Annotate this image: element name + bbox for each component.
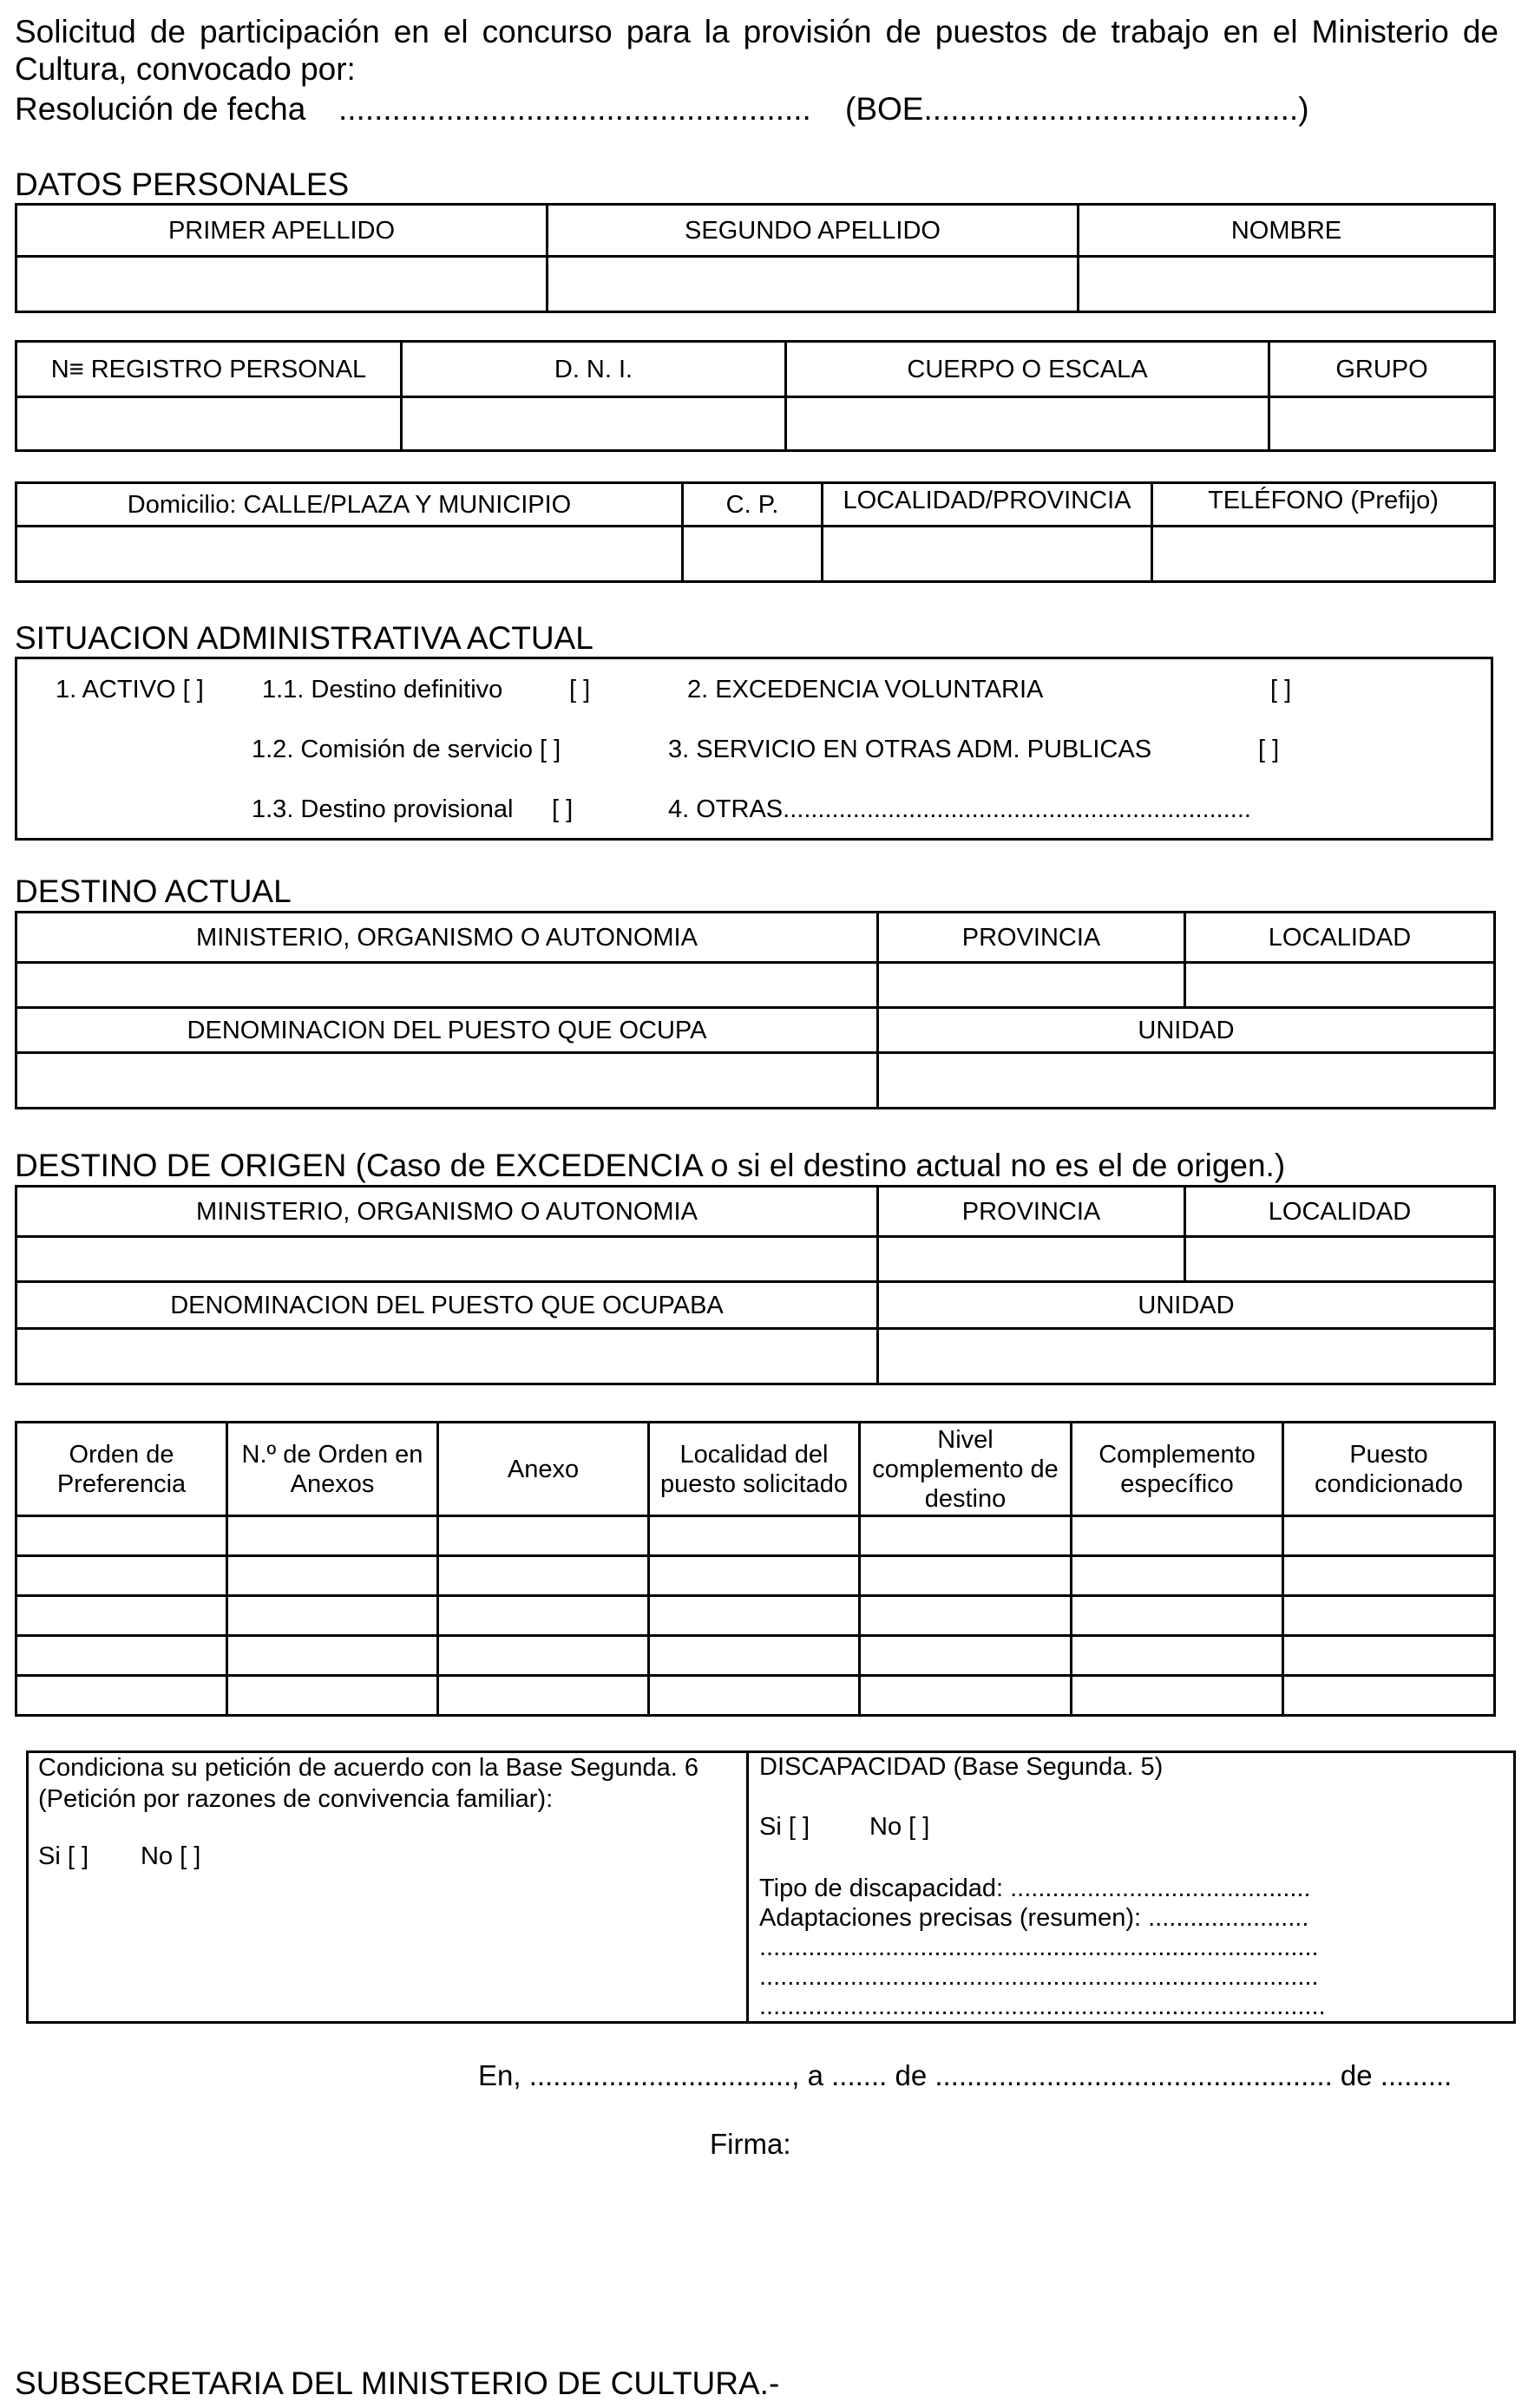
denominacion-puesto-origen-field[interactable] <box>16 1329 878 1384</box>
nombre-field[interactable] <box>1079 257 1495 312</box>
otras-field[interactable]: 4. OTRAS................................................................... <box>668 795 1251 823</box>
destino-provisional-checkbox[interactable]: [ ] <box>552 795 574 823</box>
unidad-origen-field[interactable] <box>878 1329 1495 1384</box>
header-primer-apellido: PRIMER APELLIDO <box>16 205 548 257</box>
header-provincia-origen: PROVINCIA <box>878 1187 1185 1237</box>
segundo-apellido-field[interactable] <box>548 257 1079 312</box>
domicilio-field[interactable] <box>16 527 683 582</box>
destino-definitivo-label: 1.1. Destino definitivo <box>262 676 503 703</box>
header-ministerio-origen: MINISTERIO, ORGANISMO O AUTONOMIA <box>16 1187 878 1237</box>
tipo-discapacidad-field[interactable]: Tipo de discapacidad: ........................................... <box>759 1875 1311 1902</box>
header-telefono: TELÉFONO (Prefijo) <box>1152 483 1495 527</box>
datos-personales-table-2 <box>15 340 1496 452</box>
preferencia-cell[interactable] <box>1072 1636 1283 1676</box>
lugar-fecha-field[interactable]: En, ................................., a ....... de .................................................. de ......... <box>478 2059 1453 2091</box>
localidad-field[interactable] <box>1185 963 1495 1008</box>
header-nombre: NOMBRE <box>1079 205 1495 257</box>
header-denominacion-puesto-origen: DENOMINACION DEL PUESTO QUE OCUPABA <box>16 1282 878 1329</box>
boe-field[interactable]: (BOE..........................................) <box>845 91 1309 127</box>
preferencia-cell[interactable] <box>438 1596 649 1636</box>
preferencia-cell[interactable] <box>16 1676 227 1716</box>
destino-definitivo-checkbox[interactable]: [ ] <box>569 676 591 703</box>
header-numero-orden-anexos: N.º de Orden en Anexos <box>227 1423 438 1516</box>
preferencia-cell[interactable] <box>649 1556 860 1596</box>
preferencia-cell[interactable] <box>1283 1516 1495 1556</box>
form-title-line1: Solicitud de participación en el concurso para la provisión de puestos de trabajo en el Ministerio de <box>15 14 1498 49</box>
provincia-field[interactable] <box>878 963 1185 1008</box>
section-title-destino-origen: DESTINO DE ORIGEN (Caso de EXCEDENCIA o si el destino actual no es el de origen.) <box>15 1148 1286 1183</box>
denominacion-puesto-field[interactable] <box>16 1053 878 1109</box>
resolucion-date-field[interactable]: ..................................................... <box>338 91 811 127</box>
adaptaciones-line-1[interactable]: ................................................................................ <box>759 1934 1319 1961</box>
comision-servicio-checkbox[interactable]: 1.2. Comisión de servicio [ ] <box>252 736 561 763</box>
preferencia-cell[interactable] <box>1072 1556 1283 1596</box>
destino-provisional-label: 1.3. Destino provisional <box>252 795 514 823</box>
servicio-otras-label: 3. SERVICIO EN OTRAS ADM. PUBLICAS <box>668 736 1152 763</box>
preferencia-cell[interactable] <box>860 1556 1072 1596</box>
header-anexo: Anexo <box>438 1423 649 1516</box>
discapacidad-no-checkbox[interactable]: No [ ] <box>869 1813 930 1841</box>
preferencia-cell[interactable] <box>860 1596 1072 1636</box>
preferencia-row <box>16 1676 1495 1716</box>
excedencia-label: 2. EXCEDENCIA VOLUNTARIA <box>687 676 1044 703</box>
header-localidad-provincia: LOCALIDAD/PROVINCIA <box>823 483 1152 527</box>
preferencia-cell[interactable] <box>16 1556 227 1596</box>
header-complemento-especifico: Complemento específico <box>1072 1423 1283 1516</box>
cuerpo-escala-field[interactable] <box>786 397 1269 451</box>
preferencia-cell[interactable] <box>227 1676 438 1716</box>
destino-origen-table <box>15 1185 1496 1385</box>
preferencia-cell[interactable] <box>227 1636 438 1676</box>
excedencia-checkbox[interactable]: [ ] <box>1270 676 1292 703</box>
preferencia-cell[interactable] <box>1072 1676 1283 1716</box>
header-denominacion-puesto: DENOMINACION DEL PUESTO QUE OCUPA <box>16 1008 878 1053</box>
preferencia-cell[interactable] <box>649 1676 860 1716</box>
header-orden-preferencia: Orden de Preferencia <box>16 1423 227 1516</box>
activo-checkbox[interactable]: 1. ACTIVO [ ] <box>56 676 204 703</box>
header-unidad: UNIDAD <box>878 1008 1495 1053</box>
header-dni: D. N. I. <box>402 342 786 397</box>
preferencia-cell[interactable] <box>438 1556 649 1596</box>
datos-personales-table-1 <box>15 203 1496 313</box>
destino-actual-table <box>15 911 1496 1109</box>
preferencia-cell[interactable] <box>1283 1596 1495 1636</box>
firma-label: Firma: <box>710 2128 791 2160</box>
condiciona-no-checkbox[interactable]: No [ ] <box>141 1842 201 1870</box>
registro-personal-field[interactable] <box>16 397 402 451</box>
header-ministerio: MINISTERIO, ORGANISMO O AUTONOMIA <box>16 913 878 963</box>
section-title-destino-actual: DESTINO ACTUAL <box>15 874 292 909</box>
cp-field[interactable] <box>683 527 823 582</box>
datos-personales-table-3 <box>15 481 1496 583</box>
adaptaciones-line-3[interactable]: ................................................................................. <box>759 1992 1326 2020</box>
header-grupo: GRUPO <box>1269 342 1495 397</box>
preferencia-cell[interactable] <box>16 1516 227 1556</box>
header-registro-personal: N≡ REGISTRO PERSONAL <box>16 342 402 397</box>
preferencia-cell[interactable] <box>438 1636 649 1676</box>
preferencia-cell[interactable] <box>1283 1636 1495 1676</box>
section-title-datos-personales: DATOS PERSONALES <box>15 167 350 202</box>
header-localidad: LOCALIDAD <box>1185 913 1495 963</box>
preferencia-row <box>16 1596 1495 1636</box>
header-puesto-condicionado: Puesto condicionado <box>1283 1423 1495 1516</box>
servicio-otras-checkbox[interactable]: [ ] <box>1258 736 1280 763</box>
condiciona-peticion-text: Condiciona su petición de acuerdo con la Base Segunda. 6 (Petición por razones de convivencia familiar): <box>38 1754 698 1813</box>
preferencia-cell[interactable] <box>1283 1676 1495 1716</box>
destinatario-footer: SUBSECRETARIA DEL MINISTERIO DE CULTURA.- <box>15 2365 780 2401</box>
preferencia-cell[interactable] <box>227 1556 438 1596</box>
preferencia-cell[interactable] <box>860 1516 1072 1556</box>
header-cuerpo-escala: CUERPO O ESCALA <box>786 342 1269 397</box>
preferencia-cell[interactable] <box>649 1516 860 1556</box>
preferencia-cell[interactable] <box>227 1596 438 1636</box>
preferencia-cell[interactable] <box>1283 1556 1495 1596</box>
discapacidad-title: DISCAPACIDAD (Base Segunda. 5) <box>759 1753 1164 1781</box>
header-cp: C. P. <box>683 483 823 527</box>
form-title-line2: Cultura, convocado por: <box>15 51 356 87</box>
preferencia-cell[interactable] <box>860 1676 1072 1716</box>
preferencia-row <box>16 1636 1495 1676</box>
resolucion-label: Resolución de fecha <box>15 91 306 127</box>
preferencia-cell[interactable] <box>227 1516 438 1556</box>
dni-field[interactable] <box>402 397 786 451</box>
preferencia-cell[interactable] <box>860 1636 1072 1676</box>
adaptaciones-line-2[interactable]: ................................................................................ <box>759 1963 1319 1991</box>
header-localidad-origen: LOCALIDAD <box>1185 1187 1495 1237</box>
ministerio-field[interactable] <box>16 963 878 1008</box>
localidad-origen-field[interactable] <box>1185 1237 1495 1282</box>
telefono-field[interactable] <box>1152 527 1495 582</box>
ministerio-origen-field[interactable] <box>16 1237 878 1282</box>
header-unidad-origen: UNIDAD <box>878 1282 1495 1329</box>
adaptaciones-field[interactable]: Adaptaciones precisas (resumen): ....................... <box>759 1904 1309 1932</box>
preferencia-row <box>16 1556 1495 1596</box>
unidad-field[interactable] <box>878 1053 1495 1109</box>
header-provincia: PROVINCIA <box>878 913 1185 963</box>
preferencia-cell[interactable] <box>438 1676 649 1716</box>
preferencia-cell[interactable] <box>16 1636 227 1676</box>
discapacidad-si-checkbox[interactable]: Si [ ] <box>759 1813 810 1841</box>
provincia-origen-field[interactable] <box>878 1237 1185 1282</box>
preferencia-cell[interactable] <box>1072 1516 1283 1556</box>
preferencia-cell[interactable] <box>1072 1596 1283 1636</box>
preferencia-row <box>16 1516 1495 1556</box>
header-domicilio: Domicilio: CALLE/PLAZA Y MUNICIPIO <box>16 483 683 527</box>
grupo-field[interactable] <box>1269 397 1495 451</box>
section-title-situacion: SITUACION ADMINISTRATIVA ACTUAL <box>15 620 593 656</box>
primer-apellido-field[interactable] <box>16 257 548 312</box>
preferencia-cell[interactable] <box>649 1636 860 1676</box>
condiciones-divider <box>746 1750 749 2024</box>
localidad-provincia-field[interactable] <box>823 527 1152 582</box>
preferencia-cell[interactable] <box>438 1516 649 1556</box>
preferencias-table <box>15 1421 1496 1717</box>
preferencia-cell[interactable] <box>16 1596 227 1636</box>
header-nivel-complemento: Nivel complemento de destino <box>860 1423 1072 1516</box>
preferencia-cell[interactable] <box>649 1596 860 1636</box>
header-localidad-puesto: Localidad del puesto solicitado <box>649 1423 860 1516</box>
condiciona-si-checkbox[interactable]: Si [ ] <box>38 1842 89 1870</box>
header-segundo-apellido: SEGUNDO APELLIDO <box>548 205 1079 257</box>
